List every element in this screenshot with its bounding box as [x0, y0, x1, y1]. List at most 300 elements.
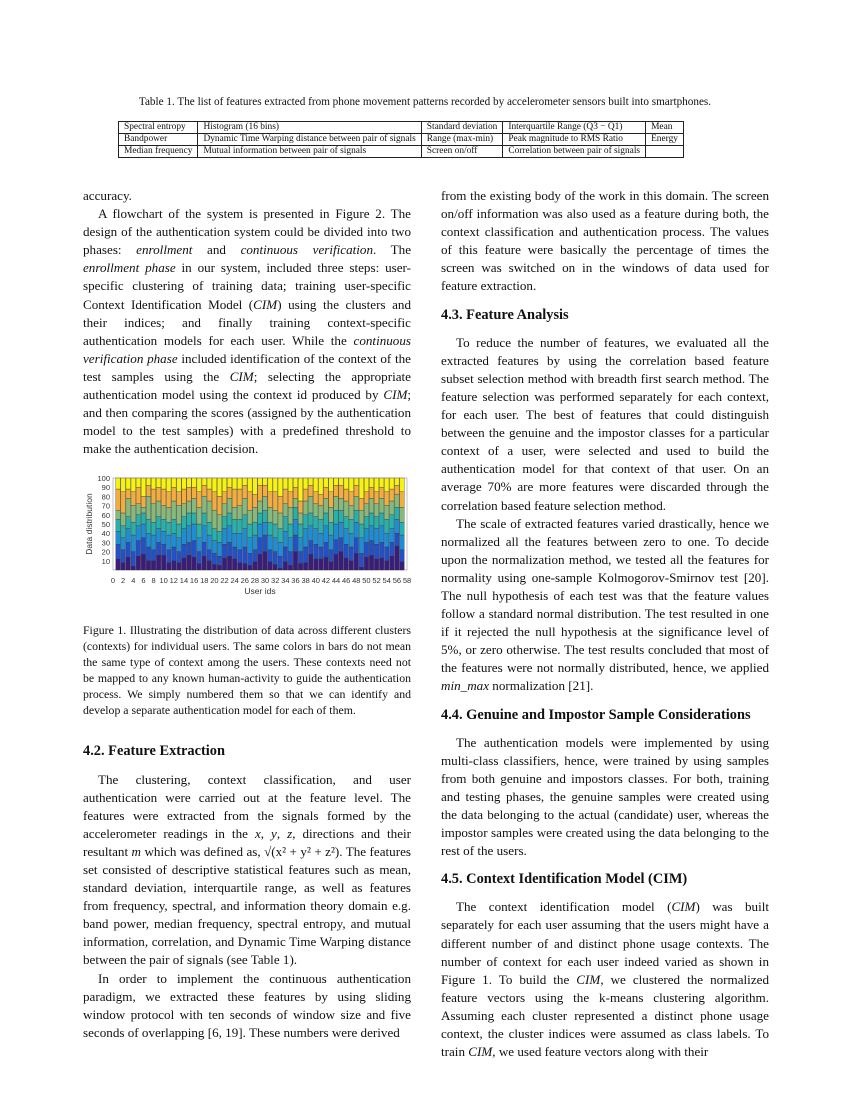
bar-segment — [136, 478, 141, 487]
bar-segment — [334, 478, 339, 485]
bar-segment — [177, 492, 182, 506]
stacked-bar-chart — [83, 468, 411, 618]
table-cell: Mutual information between pair of signals — [198, 146, 421, 158]
bar-segment — [278, 513, 283, 529]
bar-segment — [116, 511, 121, 520]
bar-segment — [166, 523, 171, 536]
bar-segment — [400, 535, 405, 550]
bar-segment — [146, 561, 151, 570]
y-axis-label: Data distribution — [84, 493, 94, 556]
bar-segment — [177, 506, 182, 524]
paragraph — [83, 205, 411, 458]
bar-segment — [237, 506, 242, 520]
bar-segment — [354, 486, 359, 497]
table-cell: Standard deviation — [421, 122, 503, 134]
bar-segment — [248, 511, 253, 525]
bar-segment — [313, 529, 318, 545]
bar-segment — [319, 506, 324, 520]
bar-segment — [293, 552, 298, 570]
x-tick-label: 46 — [342, 576, 351, 586]
bar-segment — [172, 561, 177, 570]
x-tick-label: 40 — [311, 576, 320, 586]
bar-segment — [369, 513, 374, 526]
bar-segment — [187, 556, 192, 571]
bar-segment — [116, 545, 121, 560]
x-tick-label: 42 — [321, 576, 331, 586]
bar-segment — [187, 513, 192, 526]
bar-segment — [146, 478, 151, 485]
bar-segment — [212, 554, 217, 565]
right-column — [441, 187, 769, 1061]
bar-segment — [227, 513, 232, 526]
bar-segment — [354, 554, 359, 571]
bar-segment — [339, 511, 344, 523]
bar-segment — [384, 520, 389, 534]
bar-segment — [329, 523, 334, 536]
bar-segment — [324, 488, 329, 499]
bar-segment — [293, 478, 298, 487]
text-run: , — [276, 825, 288, 841]
bar-segment — [197, 564, 202, 570]
bar-segment — [141, 513, 146, 524]
bar-segment — [232, 559, 237, 570]
bar-segment — [232, 489, 237, 507]
italic-text: y — [271, 825, 277, 841]
bar-segment — [248, 554, 253, 566]
bar-segment — [243, 478, 248, 485]
bar-segment — [207, 478, 212, 489]
bar-segment — [273, 538, 278, 552]
bar-segment — [354, 538, 359, 554]
bar-segment — [248, 524, 253, 538]
bar-segment — [374, 517, 379, 529]
bar-segment — [146, 497, 151, 520]
paragraph: from the existing body of the work in this domain. The screen on/off information was also used as a feature during both, the context classification and authentication process. The values of this feature were basically the percentage of times the screen was switched on in the windows of data used for feature extraction. — [441, 188, 769, 294]
bar-segment — [192, 541, 197, 558]
bar-segment — [313, 545, 318, 560]
bar-segment — [344, 489, 349, 501]
bar-segment — [243, 486, 248, 499]
italic-text: continuous verification — [240, 242, 373, 258]
bar-segment — [273, 524, 278, 538]
x-tick-label: 54 — [382, 576, 391, 586]
bar-segment — [303, 563, 308, 570]
table-cell: Dynamic Time Warping distance between pair of signals — [198, 134, 421, 146]
bar-segment — [349, 561, 354, 570]
bar-segment — [116, 520, 121, 532]
bar-segment — [313, 559, 318, 570]
bar-segment — [329, 508, 334, 523]
bar-segment — [202, 486, 207, 497]
bar-segment — [253, 550, 258, 562]
bar-segment — [329, 562, 334, 570]
bar-segment — [243, 529, 248, 547]
bar-segment — [217, 557, 222, 566]
bar-segment — [283, 562, 288, 570]
bar-segment — [354, 523, 359, 539]
bar-segment — [400, 478, 405, 492]
bar-segment — [227, 478, 232, 487]
bar-segment — [395, 478, 400, 485]
x-tick-label: 4 — [131, 576, 136, 586]
bar-segment — [258, 478, 263, 485]
bar-segment — [334, 497, 339, 511]
bar-segment — [359, 554, 364, 568]
bar-segment — [324, 543, 329, 558]
bar-segment — [298, 564, 303, 570]
bar-segment — [263, 511, 268, 523]
bar-segment — [197, 552, 202, 564]
bar-segment — [263, 486, 268, 497]
bar-segment — [253, 562, 258, 570]
y-tick-label: 50 — [101, 520, 110, 530]
x-tick-label: 36 — [291, 576, 300, 586]
bar-segment — [268, 508, 273, 523]
bar-segment — [161, 506, 166, 520]
bar-segment — [177, 538, 182, 552]
bar-segment — [359, 499, 364, 511]
bar-segment — [217, 543, 222, 557]
bar-segment — [319, 534, 324, 548]
bar-segment — [217, 566, 222, 571]
italic-text: CIM — [671, 899, 696, 915]
bar-segment — [182, 517, 187, 529]
table-row — [119, 122, 684, 134]
bar-segment — [177, 563, 182, 570]
bar-segment — [349, 534, 354, 548]
bar-segment — [126, 489, 131, 498]
bar-segment — [248, 566, 253, 571]
bar-segment — [182, 478, 187, 489]
bar-segment — [121, 550, 126, 563]
bar-segment — [384, 561, 389, 570]
bar-segment — [390, 478, 395, 489]
bar-segment — [197, 524, 202, 538]
y-tick-label: 10 — [101, 557, 110, 567]
bar-segment — [354, 478, 359, 485]
bar-segment — [172, 478, 177, 487]
x-tick-label: 48 — [352, 576, 361, 586]
bar-segment — [161, 520, 166, 532]
bar-segment — [283, 478, 288, 489]
bar-segment — [349, 478, 354, 492]
figure-1-chart — [83, 468, 411, 618]
bar-segment — [334, 511, 339, 525]
x-tick-label: 20 — [210, 576, 219, 586]
section-heading: 4.3. Feature Analysis — [441, 306, 569, 323]
bar-segment — [161, 478, 166, 489]
bar-segment — [288, 508, 293, 525]
bar-segment — [324, 526, 329, 543]
bar-segment — [263, 497, 268, 511]
bar-segment — [329, 478, 334, 492]
bar-segment — [131, 492, 136, 506]
bar-segment — [263, 552, 268, 570]
bar-segment — [212, 565, 217, 571]
bar-segment — [116, 532, 121, 545]
bar-segment — [400, 550, 405, 562]
bar-segment — [146, 547, 151, 561]
bar-segment — [166, 492, 171, 508]
bar-segment — [369, 526, 374, 541]
bar-segment — [141, 538, 146, 555]
bar-segment — [248, 492, 253, 510]
bar-segment — [243, 564, 248, 570]
bar-segment — [131, 478, 136, 492]
bar-segment — [156, 517, 161, 529]
bar-segment — [390, 543, 395, 557]
bar-segment — [161, 489, 166, 506]
bar-segment — [344, 517, 349, 529]
bar-segment — [237, 489, 242, 506]
bar-segment — [187, 488, 192, 502]
bar-segment — [329, 550, 334, 562]
bar-segment — [237, 520, 242, 534]
bar-segment — [116, 478, 121, 489]
bar-segment — [364, 492, 369, 504]
bar-segment — [303, 501, 308, 515]
bar-segment — [293, 520, 298, 536]
text-run: in our system, included three steps: user-specific clustering of training data; training user-specific Context Identification Model ( — [83, 260, 411, 312]
x-tick-label: 16 — [189, 576, 199, 586]
bar-segment — [379, 488, 384, 499]
bar-segment — [283, 504, 288, 517]
bar-segment — [313, 504, 318, 517]
bar-segment — [237, 563, 242, 570]
table-cell — [646, 146, 684, 158]
bar-segment — [177, 524, 182, 538]
bar-segment — [268, 550, 273, 562]
bar-segment — [258, 524, 263, 538]
table-cell: Histogram (16 bins) — [198, 122, 421, 134]
y-tick-label: 90 — [101, 483, 110, 493]
x-tick-label: 50 — [362, 576, 371, 586]
bar-segment — [268, 562, 273, 570]
text-run: ) was built separately for each user assuming that the users might have a different number of and distinct phone usage contexts. The number of context for each user indeed varied as shown in Figure 1. To build the — [441, 899, 770, 987]
table-row — [119, 134, 684, 146]
bar-segment — [369, 556, 374, 571]
bar-segment — [222, 517, 227, 529]
text-run: and — [192, 242, 241, 258]
bar-segment — [222, 504, 227, 517]
bar-segment — [324, 499, 329, 514]
bar-segment — [177, 552, 182, 563]
bar-segment — [156, 543, 161, 556]
bar-segment — [384, 506, 389, 520]
bar-segment — [308, 555, 313, 571]
bar-segment — [379, 543, 384, 559]
bar-segment — [121, 492, 126, 513]
paragraph — [83, 771, 411, 970]
bar-segment — [395, 508, 400, 520]
bar-segment — [151, 489, 156, 504]
bar-segment — [384, 478, 389, 492]
bar-segment — [374, 492, 379, 504]
bar-segment — [212, 541, 217, 554]
x-tick-label: 26 — [240, 576, 249, 586]
bar-segment — [364, 504, 369, 517]
bar-segment — [146, 520, 151, 534]
text-run: included identification of the context of the test samples using the — [83, 350, 411, 384]
x-tick-label: 8 — [151, 576, 156, 586]
bar-segment — [273, 492, 278, 510]
bar-segment — [298, 524, 303, 538]
section-heading: 4.5. Context Identification Model (CIM) — [441, 871, 688, 888]
bar-segment — [298, 552, 303, 564]
bar-segment — [369, 488, 374, 499]
bar-segment — [227, 488, 232, 499]
bar-segment — [364, 478, 369, 492]
bar-segment — [278, 543, 283, 557]
bar-segment — [313, 478, 318, 492]
bar-segment — [374, 529, 379, 545]
bar-segment — [263, 535, 268, 552]
bar-segment — [308, 526, 313, 541]
table-cell: Median frequency — [119, 146, 198, 158]
table-cell: Screen on/off — [421, 146, 503, 158]
bar-segment — [379, 558, 384, 570]
bar-segment — [227, 499, 232, 514]
y-tick-label: 80 — [101, 492, 110, 502]
text-run: which was defined as, √(x² + y² + z²). The features set consisted of descriptive statistical features such as mean, standard deviation, interquartile range, as well as features from frequency, spectral, and information theory domain e.g. band power, median frequency, spectral entropy, and mutual information, correlation, and Dynamic Time Warping distance between the pair of signals (see Table 1). — [83, 843, 411, 968]
bar-segment — [202, 497, 207, 514]
x-tick-label: 24 — [230, 576, 239, 586]
bar-segment — [243, 547, 248, 564]
x-tick-label: 38 — [301, 576, 310, 586]
bar-segment — [243, 515, 248, 529]
paragraph — [441, 898, 769, 1061]
bar-segment — [339, 552, 344, 570]
bar-segment — [136, 504, 141, 515]
bar-segment — [136, 557, 141, 571]
text-run: ; selecting the appropriate authentication model using the context id produced by — [83, 368, 411, 403]
bar-segment — [263, 478, 268, 485]
bar-segment — [273, 511, 278, 525]
bar-segment — [146, 534, 151, 548]
bar-segment — [166, 478, 171, 492]
text-run: , directions and their resultant — [83, 825, 412, 859]
italic-text: m — [131, 843, 142, 859]
bar-segment — [232, 534, 237, 548]
bar-segment — [212, 478, 217, 492]
bar-segment — [151, 561, 156, 570]
bar-segment — [344, 478, 349, 489]
bar-segment — [395, 486, 400, 495]
bar-segment — [288, 492, 293, 508]
bar-segment — [182, 504, 187, 517]
bar-segment — [313, 492, 318, 504]
bar-segment — [202, 543, 207, 557]
bar-segment — [116, 489, 121, 510]
paragraph — [441, 515, 769, 696]
bar-segment — [308, 478, 313, 485]
text-run: , we used feature vectors along with their — [492, 1044, 709, 1060]
bar-segment — [258, 513, 263, 524]
bar-segment — [283, 532, 288, 548]
text-run: The scale of extracted features varied drastically, hence we normalized all the features between zero to one. To decide upon the normalization method, we tested all the features for normality using one-sample Kolmogorov-Smirnov test [20]. The null hypothesis of each test was that the feature values follow a standard normal distribution. The test resulted in one if it rejected the null hypothesis at the significance level of 5%, or zero otherwise. The test results concluded that most of the features were not normally distributed, hence, we applied — [441, 515, 769, 676]
x-tick-label: 52 — [372, 576, 381, 586]
italic-text: z — [287, 825, 293, 841]
bar-segment — [166, 508, 171, 523]
bar-segment — [374, 545, 379, 560]
bar-segment — [278, 569, 283, 571]
bar-segment — [283, 489, 288, 504]
bar-segment — [339, 523, 344, 539]
bar-segment — [308, 497, 313, 514]
bar-segment — [364, 543, 369, 558]
bar-segment — [258, 555, 263, 571]
bar-segment — [166, 535, 171, 550]
bar-segment — [131, 506, 136, 523]
bar-segment — [313, 517, 318, 529]
bar-segment — [207, 535, 212, 550]
bar-segment — [395, 495, 400, 508]
bar-segment — [202, 557, 207, 571]
bar-segment — [339, 499, 344, 511]
bar-segment — [379, 526, 384, 543]
paragraph: accuracy. — [83, 188, 132, 203]
paragraph: To reduce the number of features, we evaluated all the extracted features by using the correlation based feature subset selection method with breadth first search method. The feature selection was performed separately for each context, for each user. The best of features that could distinguish between the genuine and the impostor classes for a particular context of a user, were selected and used to build the authentication model for that context of that user. On an average 70% are more features were discarded through the correlation based feature selection method. — [441, 334, 769, 513]
bar-segment — [253, 478, 258, 495]
x-tick-label: 18 — [200, 576, 209, 586]
bar-segment — [303, 547, 308, 563]
bar-segment — [369, 499, 374, 514]
bar-segment — [131, 523, 136, 536]
bar-segment — [283, 547, 288, 562]
bar-segment — [349, 492, 354, 506]
x-tick-label: 28 — [250, 576, 260, 586]
bar-segment — [121, 563, 126, 570]
bar-segment — [141, 478, 146, 496]
bar-segment — [298, 501, 303, 513]
table-cell: Interquartile Range (Q3 − Q1) — [503, 122, 646, 134]
bar-segment — [187, 526, 192, 543]
bar-segment — [268, 535, 273, 550]
bar-segment — [390, 515, 395, 529]
bar-segment — [319, 495, 324, 506]
bar-segment — [136, 488, 141, 505]
bar-segment — [334, 540, 339, 555]
y-tick-label: 40 — [101, 529, 110, 539]
bar-segment — [172, 534, 177, 548]
bar-segment — [359, 568, 364, 571]
bar-segment — [334, 486, 339, 497]
bar-segment — [141, 555, 146, 571]
bar-segment — [182, 529, 187, 545]
bar-segment — [121, 526, 126, 538]
bar-segment — [222, 478, 227, 492]
bar-segment — [141, 497, 146, 508]
italic-text: CIM — [383, 387, 408, 403]
bar-segment — [374, 559, 379, 570]
section-heading: 4.4. Genuine and Impostor Sample Considerations — [441, 706, 751, 723]
bar-segment — [212, 529, 217, 541]
bar-segment — [354, 497, 359, 511]
x-tick-label: 12 — [169, 576, 178, 586]
bar-segment — [253, 508, 258, 523]
x-tick-label: 14 — [179, 576, 189, 586]
bar-segment — [364, 517, 369, 529]
bar-segment — [161, 545, 166, 556]
bar-segment — [334, 524, 339, 540]
bar-segment — [227, 557, 232, 571]
bar-segment — [197, 538, 202, 552]
bar-segment — [308, 541, 313, 555]
bar-segment — [136, 541, 141, 557]
y-tick-label: 20 — [101, 548, 110, 558]
bar-segment — [293, 499, 298, 508]
bar-segment — [222, 558, 227, 570]
